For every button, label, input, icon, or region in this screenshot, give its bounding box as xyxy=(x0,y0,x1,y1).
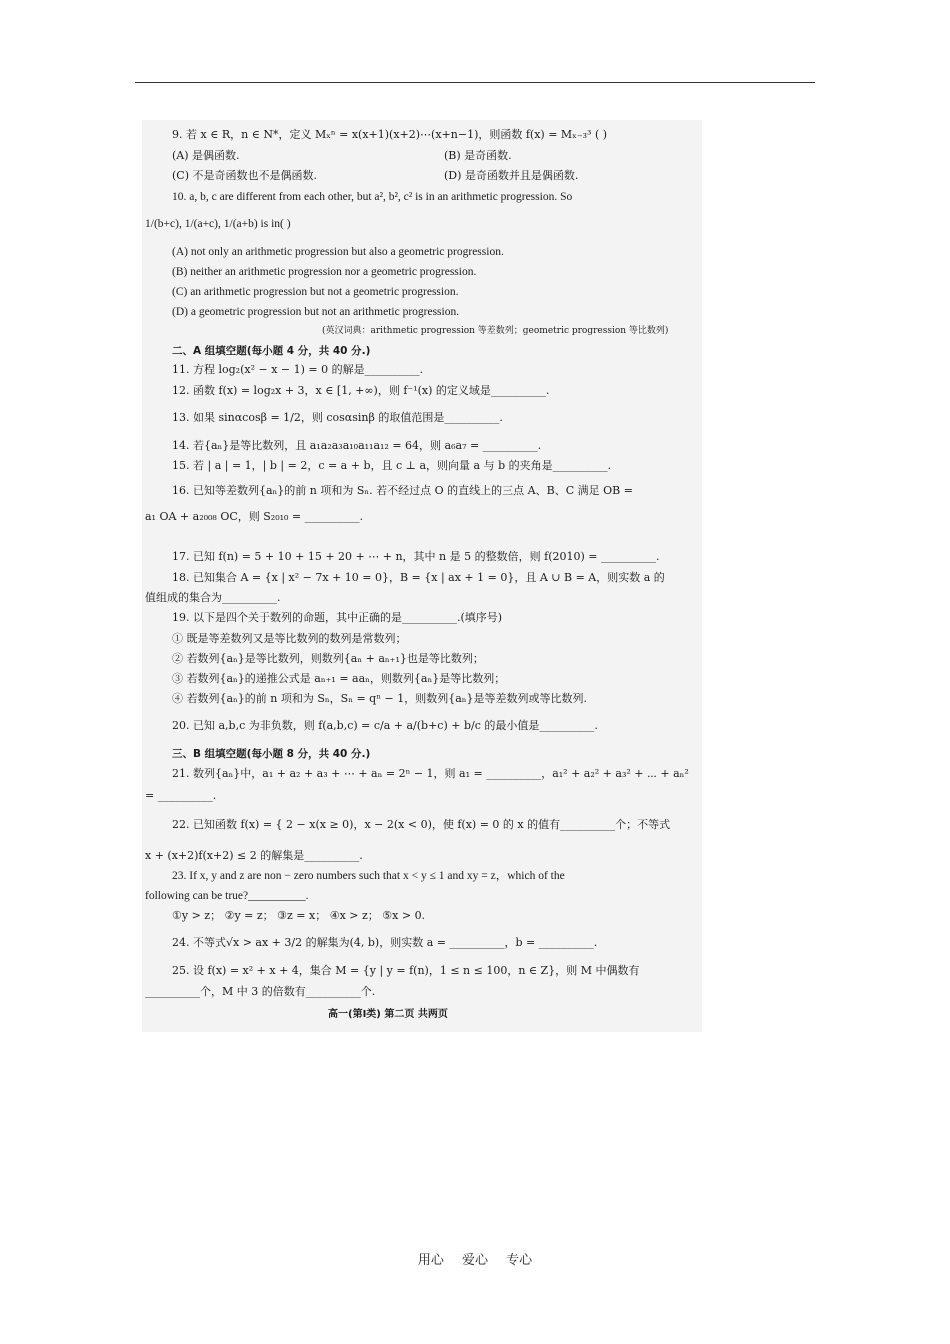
exam-line: (B) 是奇函数. xyxy=(444,149,512,162)
exam-line: 16. 已知等差数列{aₙ}的前 n 项和为 Sₙ. 若不经过点 O 的直线上的三点 A、B、C 满足 OB = xyxy=(172,484,633,497)
exam-line: (B) neither an arithmetic progression nor a geometric progression. xyxy=(172,266,477,278)
exam-line: ③ 若数列{aₙ}的递推公式是 aₙ₊₁ = aaₙ，则数列{aₙ}是等比数列； xyxy=(172,672,506,685)
exam-line: 24. 不等式√x > ax + 3/2 的解集为(4, b)，则实数 a = __________，b = __________. xyxy=(172,936,598,949)
exam-line: 12. 函数 f(x) = log₂x + 3，x ∈ [1, +∞)，则 f⁻¹(x) 的定义域是__________. xyxy=(172,384,550,397)
exam-line: (英汉词典：arithmetic progression 等差数列；geometric progression 等比数列) xyxy=(322,326,669,336)
exam-line: x + (x+2)f(x+2) ≤ 2 的解集是__________. xyxy=(145,849,363,862)
exam-line: 三、B 组填空题(每小题 8 分，共 40 分.) xyxy=(172,748,371,760)
exam-line: 10. a, b, c are different from each other, but a², b², c² is in an arithmetic progression. So xyxy=(172,191,573,203)
exam-line: __________个，M 中 3 的倍数有__________个. xyxy=(145,985,376,998)
exam-line: following can be true?__________. xyxy=(145,890,309,902)
exam-line: ①y > z； ②y = z； ③z = x； ④x > z； ⑤x > 0. xyxy=(172,909,426,922)
exam-line: (D) a geometric progression but not an arithmetic progression. xyxy=(172,306,460,318)
exam-line: 9. 若 x ∈ R，n ∈ N*，定义 Mₓⁿ = x(x+1)(x+2)⋯(x+n−1)，则函数 f(x) = Mₓ₋₃³ ( ) xyxy=(172,128,608,141)
exam-line: 20. 已知 a,b,c 为非负数，则 f(a,b,c) = c/a + a/(b+c) + b/c 的最小值是__________. xyxy=(172,719,598,732)
exam-line: 22. 已知函数 f(x) = { 2 − x(x ≥ 0)，x − 2(x < 0)，使 f(x) = 0 的 x 的值有__________个；不等式 xyxy=(172,818,671,831)
exam-line: ② 若数列{aₙ}是等比数列，则数列{aₙ + aₙ₊₁}也是等比数列； xyxy=(172,652,484,665)
exam-line: ④ 若数列{aₙ}的前 n 项和为 Sₙ，Sₙ = qⁿ − 1，则数列{aₙ}是等差数列或等比数列. xyxy=(172,692,588,705)
exam-line: (C) 不是奇函数也不是偶函数. xyxy=(172,169,317,182)
exam-line: 13. 如果 sinαcosβ = 1/2，则 cosαsinβ 的取值范围是__________. xyxy=(172,411,503,424)
exam-line: (D) 是奇函数并且是偶函数. xyxy=(444,169,579,182)
exam-line: 二、A 组填空题(每小题 4 分，共 40 分.) xyxy=(172,345,371,357)
exam-line: ① 既是等差数列又是等比数列的数列是常数列； xyxy=(172,632,407,645)
exam-line: 15. 若 | a | = 1，| b | = 2，c = a + b，且 c ⊥ a，则向量 a 与 b 的夹角是__________. xyxy=(172,459,612,472)
exam-line: 17. 已知 f(n) = 5 + 10 + 15 + 20 + ⋯ + n，其中 n 是 5 的整数倍，则 f(2010) = __________. xyxy=(172,550,660,563)
exam-line: = __________. xyxy=(145,789,217,802)
exam-line: 11. 方程 log₂(x² − x − 1) = 0 的解是__________. xyxy=(172,363,424,376)
bottom-motto: 用心 爱心 专心 xyxy=(417,1253,533,1268)
exam-line: 25. 设 f(x) = x² + x + 4，集合 M = {y | y = f(n)，1 ≤ n ≤ 100，n ∈ Z}，则 M 中偶数有 xyxy=(172,964,640,977)
exam-line: (C) an arithmetic progression but not a geometric progression. xyxy=(172,286,459,298)
exam-line: 值组成的集合为__________. xyxy=(145,591,281,604)
exam-line: 23. If x, y and z are non − zero numbers such that x < y ≤ 1 and xy = z，which of the xyxy=(172,870,565,882)
exam-line: (A) 是偶函数. xyxy=(172,149,240,162)
exam-line: 18. 已知集合 A = {x | x² − 7x + 10 = 0}，B = {x | ax + 1 = 0}，且 A ∪ B = A，则实数 a 的 xyxy=(172,571,665,584)
exam-line: 19. 以下是四个关于数列的命题，其中正确的是__________.(填序号) xyxy=(172,611,503,624)
exam-line: 14. 若{aₙ}是等比数列，且 a₁a₂a₃a₁₀a₁₁a₁₂ = 64，则 a₆a₇ = __________. xyxy=(172,439,542,452)
exam-line: a₁ OA + a₂₀₀₈ OC，则 S₂₀₁₀ = __________. xyxy=(145,510,364,523)
exam-line: 1/(b+c), 1/(a+c), 1/(a+b) is in( ) xyxy=(145,218,291,230)
header-rule xyxy=(135,82,815,83)
page-footer: 高一(第Ⅰ类) 第二页 共两页 xyxy=(328,1009,448,1020)
exam-line: 21. 数列{aₙ}中，a₁ + a₂ + a₃ + ⋯ + aₙ = 2ⁿ − 1，则 a₁ = __________，a₁² + a₂² + a₃² + ⋯ + aₙ² xyxy=(172,767,689,780)
exam-line: (A) not only an arithmetic progression but also a geometric progression. xyxy=(172,246,504,258)
